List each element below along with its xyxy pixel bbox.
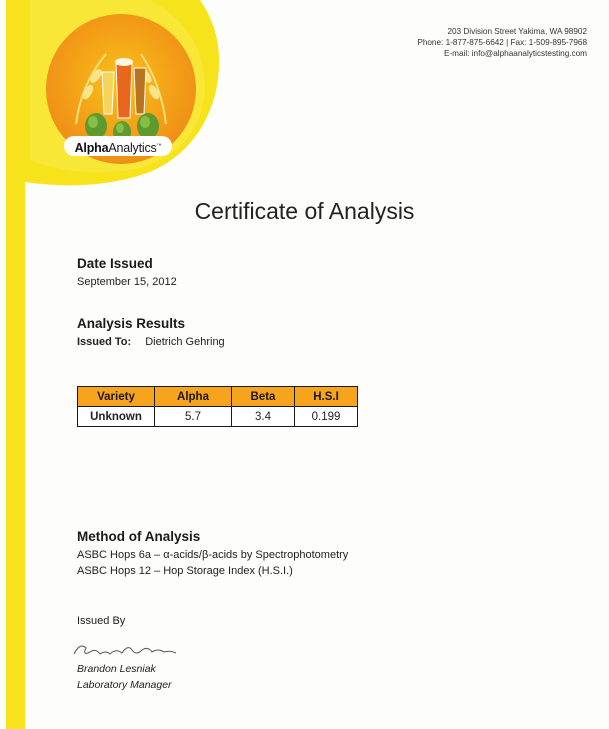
table-header-row: [78, 387, 358, 407]
analysis-results-heading: Analysis Results: [77, 316, 186, 331]
date-issued-heading: Date Issued: [77, 256, 153, 271]
column-header: Beta: [232, 387, 295, 407]
issuer-name: Brandon Lesniak: [77, 663, 156, 675]
table-cell: 3.4: [232, 407, 295, 427]
table-cell: 0.199: [295, 407, 358, 427]
address-email: E-mail: info@alphaanalyticstesting.com: [443, 49, 587, 58]
table-cell: Unknown: [78, 407, 155, 427]
column-header: H.S.I: [295, 387, 358, 407]
issued-to-label: Issued To:: [77, 336, 132, 348]
table-row: [78, 407, 358, 427]
column-header: Alpha: [155, 387, 232, 407]
results-table: [77, 386, 358, 427]
method-heading: Method of Analysis: [77, 529, 201, 544]
method-line: ASBC Hops 6a – α-acids/β-acids by Spectrophotometry: [77, 549, 349, 561]
document-title: Certificate of Analysis: [194, 198, 415, 224]
issued-to-value: Dietrich Gehring: [145, 336, 225, 348]
issuer-role: Laboratory Manager: [77, 679, 172, 691]
address-phone-fax: Phone: 1-877-875-6642 | Fax: 1-509-895-7968: [417, 38, 587, 47]
signature-image: [70, 638, 190, 662]
column-header: Variety: [78, 387, 155, 407]
logo-wordmark: AlphaAnalytics™: [64, 136, 172, 156]
method-line: ASBC Hops 12 – Hop Storage Index (H.S.I.): [77, 565, 293, 577]
table-cell: 5.7: [155, 407, 232, 427]
issued-by-label: Issued By: [77, 615, 126, 627]
company-address: [417, 26, 587, 59]
date-issued-value: September 15, 2012: [77, 276, 177, 288]
issued-to-line: [77, 336, 225, 348]
address-street: 203 Division Street Yakima, WA 98902: [447, 27, 587, 36]
